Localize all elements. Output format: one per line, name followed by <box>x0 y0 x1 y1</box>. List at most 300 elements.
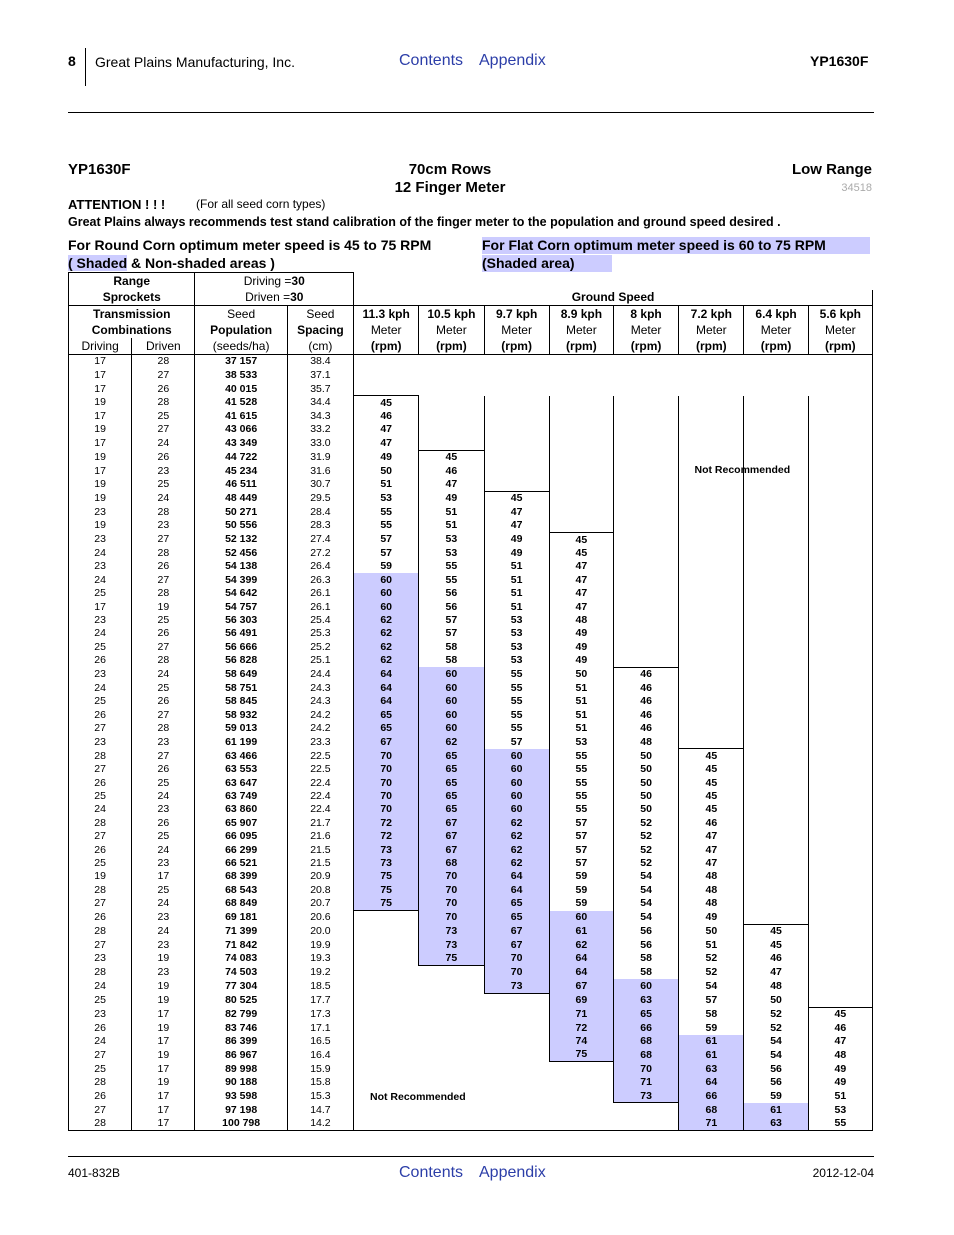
driving-sprocket <box>195 273 354 290</box>
table-row <box>69 587 873 600</box>
rpm-cell: 51 <box>484 600 549 613</box>
footer-appendix-link[interactable]: Appendix <box>479 1164 546 1181</box>
rpm-cell: 45 <box>679 749 744 763</box>
driving-cell: 24 <box>69 573 132 586</box>
rpm-cell: 62 <box>354 640 419 653</box>
rpm-cell <box>744 505 808 518</box>
meter-label-0: Meter <box>354 322 419 338</box>
driven-cell: 23 <box>132 803 195 816</box>
rpm-cell: 67 <box>419 830 484 843</box>
population-cell: 74 503 <box>195 966 287 980</box>
rpm-cell: 52 <box>613 830 678 843</box>
rpm-cell <box>808 816 872 829</box>
driving-cell: 23 <box>69 667 132 681</box>
rpm-cell: 51 <box>484 573 549 586</box>
rpm-cell <box>419 1007 484 1021</box>
spacing-cell: 21.5 <box>287 843 353 856</box>
driving-cell: 17 <box>69 410 132 423</box>
table-row <box>69 708 873 721</box>
rpm-cell: 45 <box>679 763 744 776</box>
driving-cell: 27 <box>69 938 132 951</box>
rpm-cell <box>744 410 808 423</box>
rpm-cell: 47 <box>808 1035 872 1048</box>
spacing-cell: 26.4 <box>287 560 353 573</box>
driving-cell: 19 <box>69 450 132 464</box>
population-cell: 54 642 <box>195 587 287 600</box>
driven-sprocket-value: 30 <box>290 290 304 305</box>
population-cell: 50 271 <box>195 505 287 518</box>
table-row <box>69 1117 873 1131</box>
rpm-cell: 62 <box>419 735 484 749</box>
table-row <box>69 776 873 789</box>
rpm-cell: 51 <box>549 681 613 694</box>
table-row <box>69 355 873 369</box>
rpm-cell <box>354 1103 419 1117</box>
pop-label-1: Seed <box>195 306 287 322</box>
spacing-cell: 22.4 <box>287 790 353 803</box>
driven-sprocket <box>195 290 354 306</box>
table-row <box>69 681 873 694</box>
table-row <box>69 533 873 547</box>
header-contents-link[interactable]: Contents <box>399 52 464 69</box>
spacing-cell: 19.2 <box>287 966 353 980</box>
meter-title: 12 Finger Meter <box>394 179 506 196</box>
population-cell: 68 399 <box>195 870 287 883</box>
spacing-cell: 15.9 <box>287 1062 353 1076</box>
driving-cell: 24 <box>69 979 132 993</box>
rpm-cell: 54 <box>679 979 744 993</box>
driving-cell: 17 <box>69 382 132 396</box>
rpm-cell <box>808 533 872 547</box>
rpm-cell: 60 <box>354 573 419 586</box>
rpm-cell: 70 <box>484 966 549 980</box>
rpm-cell <box>679 627 744 640</box>
driven-cell: 27 <box>132 423 195 436</box>
rpm-cell <box>679 613 744 626</box>
table-row <box>69 436 873 450</box>
driving-cell: 19 <box>69 491 132 505</box>
not-recommended-upper: Not Recommended <box>694 463 791 476</box>
rpm-cell: 50 <box>549 667 613 681</box>
rpm-cell: 47 <box>354 436 419 450</box>
driving-cell: 25 <box>69 790 132 803</box>
population-cell: 56 828 <box>195 654 287 668</box>
driven-cell: 25 <box>132 681 195 694</box>
rpm-cell: 52 <box>613 843 678 856</box>
rpm-cell <box>613 436 678 450</box>
rpm-cell: 57 <box>679 993 744 1007</box>
rpm-cell: 47 <box>549 600 613 613</box>
rpm-cell: 65 <box>354 708 419 721</box>
spacing-cell: 25.4 <box>287 613 353 626</box>
rpm-cell <box>808 938 872 951</box>
rpm-cell <box>419 382 484 396</box>
table-row <box>69 410 873 423</box>
rpm-cell <box>744 491 808 505</box>
rpm-cell: 56 <box>744 1076 808 1089</box>
rpm-cell: 60 <box>419 695 484 708</box>
rpm-cell: 62 <box>484 830 549 843</box>
rpm-cell <box>744 897 808 911</box>
population-cell: 38 533 <box>195 368 287 381</box>
driving-cell: 28 <box>69 1117 132 1131</box>
driven-cell: 28 <box>132 355 195 369</box>
rpm-cell: 60 <box>484 749 549 763</box>
rpm-label-7: (rpm) <box>808 338 872 355</box>
spacing-cell: 22.4 <box>287 776 353 789</box>
driving-cell: 23 <box>69 560 132 573</box>
driven-cell: 19 <box>132 952 195 966</box>
rpm-cell <box>808 627 872 640</box>
rpm-cell: 49 <box>484 546 549 559</box>
rpm-cell: 65 <box>419 776 484 789</box>
rpm-cell <box>613 627 678 640</box>
rpm-cell <box>484 396 549 410</box>
speed-header-6: 6.4 kph <box>744 306 808 322</box>
population-cell: 71 399 <box>195 924 287 938</box>
population-cell: 37 157 <box>195 355 287 369</box>
rpm-cell <box>808 396 872 410</box>
rpm-cell: 47 <box>549 573 613 586</box>
rpm-cell: 45 <box>354 396 419 410</box>
rpm-cell <box>808 843 872 856</box>
rpm-cell <box>484 1062 549 1076</box>
driven-cell: 24 <box>132 897 195 911</box>
rpm-cell <box>679 654 744 668</box>
rpm-cell <box>484 1117 549 1131</box>
driven-cell: 25 <box>132 776 195 789</box>
driving-cell: 25 <box>69 695 132 708</box>
driven-cell: 23 <box>132 856 195 869</box>
spacing-cell: 28.3 <box>287 519 353 533</box>
table-row <box>69 1062 873 1076</box>
driven-cell: 24 <box>132 843 195 856</box>
rpm-cell <box>679 587 744 600</box>
table-row <box>69 423 873 436</box>
rpm-cell: 46 <box>613 722 678 735</box>
rpm-cell: 60 <box>484 803 549 816</box>
rpm-cell <box>613 450 678 464</box>
driving-cell: 26 <box>69 708 132 721</box>
rpm-cell <box>354 938 419 951</box>
rpm-cell <box>808 776 872 789</box>
spacing-cell: 20.7 <box>287 897 353 911</box>
spacing-label-1: Seed <box>287 306 353 322</box>
spacing-cell: 26.1 <box>287 587 353 600</box>
driven-cell: 24 <box>132 790 195 803</box>
rpm-cell <box>808 640 872 653</box>
rpm-cell: 71 <box>613 1076 678 1089</box>
rpm-cell: 57 <box>419 613 484 626</box>
population-cell: 77 304 <box>195 979 287 993</box>
footer-contents-link[interactable]: Contents <box>399 1164 464 1181</box>
flat-corn-note: For Flat Corn optimum meter speed is 60 to 75 RPM <box>482 237 870 254</box>
driven-cell: 27 <box>132 368 195 381</box>
driving-cell: 17 <box>69 464 132 477</box>
rpm-cell: 54 <box>744 1035 808 1048</box>
round-corn-shading-note <box>68 255 275 271</box>
rpm-cell: 51 <box>808 1089 872 1103</box>
population-cell: 48 449 <box>195 491 287 505</box>
table-row <box>69 627 873 640</box>
rpm-cell: 47 <box>354 423 419 436</box>
rpm-cell: 70 <box>354 776 419 789</box>
rpm-cell <box>354 1117 419 1131</box>
rpm-cell: 55 <box>484 667 549 681</box>
rpm-cell: 50 <box>354 464 419 477</box>
rpm-cell <box>549 1117 613 1131</box>
flat-corn-shading-note: (Shaded area) <box>482 255 612 272</box>
driven-cell: 28 <box>132 587 195 600</box>
population-cell: 63 553 <box>195 763 287 776</box>
rpm-cell: 61 <box>679 1035 744 1048</box>
range-title: Low Range <box>791 161 872 178</box>
rpm-cell: 54 <box>613 911 678 925</box>
driven-cell: 26 <box>132 763 195 776</box>
table-row <box>69 1021 873 1034</box>
population-cell: 100 798 <box>195 1117 287 1131</box>
driving-cell: 24 <box>69 546 132 559</box>
rpm-cell <box>679 478 744 492</box>
spacing-cell: 38.4 <box>287 355 353 369</box>
rpm-cell: 58 <box>419 654 484 668</box>
rpm-cell: 55 <box>354 519 419 533</box>
rpm-cell <box>549 382 613 396</box>
rpm-cell: 46 <box>613 708 678 721</box>
rpm-cell <box>744 708 808 721</box>
spacing-cell: 26.1 <box>287 600 353 613</box>
rpm-cell <box>808 708 872 721</box>
rpm-cell <box>613 654 678 668</box>
rpm-cell <box>744 382 808 396</box>
rpm-cell: 59 <box>744 1089 808 1103</box>
table-row <box>69 843 873 856</box>
rpm-cell: 45 <box>744 924 808 938</box>
rpm-cell <box>744 546 808 559</box>
rpm-cell <box>549 410 613 423</box>
population-cell: 74 083 <box>195 952 287 966</box>
rpm-cell: 58 <box>679 1007 744 1021</box>
rpm-cell <box>484 382 549 396</box>
driving-cell: 28 <box>69 924 132 938</box>
spacing-cell: 19.9 <box>287 938 353 951</box>
rpm-cell: 70 <box>419 911 484 925</box>
spacing-cell: 23.3 <box>287 735 353 749</box>
rpm-cell <box>744 735 808 749</box>
rpm-cell: 48 <box>549 613 613 626</box>
table-row <box>69 993 873 1007</box>
rpm-cell: 53 <box>484 627 549 640</box>
rpm-cell: 56 <box>744 1062 808 1076</box>
population-cell: 80 525 <box>195 993 287 1007</box>
rpm-cell: 60 <box>613 979 678 993</box>
meter-label-7: Meter <box>808 322 872 338</box>
rpm-cell <box>744 911 808 925</box>
rpm-cell <box>808 667 872 681</box>
table-row <box>69 560 873 573</box>
header-appendix-link[interactable]: Appendix <box>479 52 546 69</box>
table-row <box>69 478 873 492</box>
rpm-cell: 48 <box>679 870 744 883</box>
speed-header-0: 11.3 kph <box>354 306 419 322</box>
spacing-cell: 21.7 <box>287 816 353 829</box>
rpm-cell: 70 <box>419 870 484 883</box>
table-row <box>69 790 873 803</box>
rpm-cell: 65 <box>354 722 419 735</box>
rpm-cell <box>613 573 678 586</box>
population-cell: 40 015 <box>195 382 287 396</box>
rpm-cell <box>679 708 744 721</box>
rpm-cell: 45 <box>549 533 613 547</box>
rpm-cell: 60 <box>484 776 549 789</box>
driven-cell: 24 <box>132 491 195 505</box>
rpm-cell: 68 <box>613 1035 678 1048</box>
company-name: Great Plains Manufacturing, Inc. <box>95 54 295 70</box>
rpm-cell: 64 <box>354 681 419 694</box>
rpm-cell: 67 <box>419 843 484 856</box>
rpm-cell: 58 <box>419 640 484 653</box>
driven-cell: 19 <box>132 979 195 993</box>
spacing-cell: 24.3 <box>287 695 353 708</box>
rpm-cell: 59 <box>354 560 419 573</box>
rpm-cell <box>808 505 872 518</box>
spacing-cell: 29.5 <box>287 491 353 505</box>
population-cell: 58 932 <box>195 708 287 721</box>
spacing-cell: 18.5 <box>287 979 353 993</box>
rpm-cell: 57 <box>549 816 613 829</box>
rpm-cell <box>744 436 808 450</box>
rpm-cell <box>744 654 808 668</box>
driven-cell: 17 <box>132 1117 195 1131</box>
rpm-label-3: (rpm) <box>549 338 613 355</box>
rpm-cell <box>808 749 872 763</box>
rpm-cell: 50 <box>679 924 744 938</box>
rpm-cell: 53 <box>484 654 549 668</box>
spacing-cell: 37.1 <box>287 368 353 381</box>
rpm-cell <box>613 587 678 600</box>
range-label: Range <box>69 273 195 290</box>
rpm-cell: 63 <box>744 1117 808 1131</box>
rpm-cell: 68 <box>419 856 484 869</box>
driven-cell: 27 <box>132 749 195 763</box>
rpm-cell <box>679 600 744 613</box>
spacing-label-3: (cm) <box>287 338 353 355</box>
rpm-cell: 57 <box>354 546 419 559</box>
rpm-cell <box>679 695 744 708</box>
table-row <box>69 573 873 586</box>
rpm-cell: 69 <box>549 993 613 1007</box>
population-cell: 52 456 <box>195 546 287 559</box>
rpm-cell: 53 <box>419 533 484 547</box>
population-cell: 97 198 <box>195 1103 287 1117</box>
spacing-cell: 17.7 <box>287 993 353 1007</box>
rpm-cell <box>613 491 678 505</box>
rpm-cell <box>484 1035 549 1048</box>
table-row <box>69 735 873 749</box>
population-cell: 63 860 <box>195 803 287 816</box>
rpm-cell <box>419 979 484 993</box>
driving-cell: 26 <box>69 1021 132 1034</box>
spacing-cell: 17.3 <box>287 1007 353 1021</box>
meter-label-1: Meter <box>419 322 484 338</box>
rpm-cell <box>744 423 808 436</box>
driven-cell: 28 <box>132 654 195 668</box>
rpm-cell <box>679 573 744 586</box>
rpm-cell <box>484 1007 549 1021</box>
rpm-cell: 64 <box>484 870 549 883</box>
rpm-cell <box>419 423 484 436</box>
rpm-cell: 60 <box>549 911 613 925</box>
population-cell: 56 666 <box>195 640 287 653</box>
driving-cell: 19 <box>69 423 132 436</box>
table-row <box>69 505 873 518</box>
population-cell: 50 556 <box>195 519 287 533</box>
rpm-cell: 65 <box>613 1007 678 1021</box>
not-recommended-lower: Not Recommended <box>370 1091 466 1103</box>
driven-cell: 17 <box>132 1089 195 1103</box>
rpm-cell <box>613 355 678 369</box>
rpm-cell <box>744 533 808 547</box>
table-row <box>69 1089 873 1103</box>
driven-cell: 25 <box>132 883 195 896</box>
transmission-label: Transmission <box>69 306 195 322</box>
rpm-cell: 51 <box>419 519 484 533</box>
driving-cell: 26 <box>69 911 132 925</box>
rpm-label-4: (rpm) <box>613 338 678 355</box>
rpm-cell: 60 <box>484 763 549 776</box>
driving-cell: 23 <box>69 533 132 547</box>
rpm-cell <box>549 1076 613 1089</box>
rpm-cell: 59 <box>549 897 613 911</box>
rpm-cell <box>549 368 613 381</box>
table-row <box>69 695 873 708</box>
population-cell: 58 649 <box>195 667 287 681</box>
meter-label-6: Meter <box>744 322 808 338</box>
rpm-cell <box>613 396 678 410</box>
rpm-cell: 62 <box>484 856 549 869</box>
rpm-cell: 73 <box>354 856 419 869</box>
rpm-cell <box>744 803 808 816</box>
rpm-cell <box>549 396 613 410</box>
rpm-cell: 55 <box>549 803 613 816</box>
rpm-cell <box>484 410 549 423</box>
rpm-cell: 75 <box>354 897 419 911</box>
rpm-cell <box>744 573 808 586</box>
rpm-cell: 64 <box>679 1076 744 1089</box>
population-cell: 68 543 <box>195 883 287 896</box>
driving-cell: 17 <box>69 436 132 450</box>
rpm-cell <box>549 1062 613 1076</box>
spacing-cell: 14.7 <box>287 1103 353 1117</box>
rpm-cell <box>354 993 419 1007</box>
rpm-cell: 45 <box>808 1007 872 1021</box>
rpm-cell: 55 <box>484 722 549 735</box>
rpm-cell <box>808 600 872 613</box>
rpm-cell: 64 <box>549 966 613 980</box>
table-row <box>69 803 873 816</box>
rpm-cell <box>808 856 872 869</box>
rpm-cell <box>484 423 549 436</box>
speed-header-1: 10.5 kph <box>419 306 484 322</box>
driven-cell: 26 <box>132 627 195 640</box>
rpm-cell <box>419 1117 484 1131</box>
speed-header-7: 5.6 kph <box>808 306 872 322</box>
rpm-cell <box>419 410 484 423</box>
rpm-cell: 49 <box>808 1062 872 1076</box>
rpm-cell: 67 <box>419 816 484 829</box>
driving-sprocket-value: 30 <box>291 274 305 289</box>
table-row <box>69 491 873 505</box>
